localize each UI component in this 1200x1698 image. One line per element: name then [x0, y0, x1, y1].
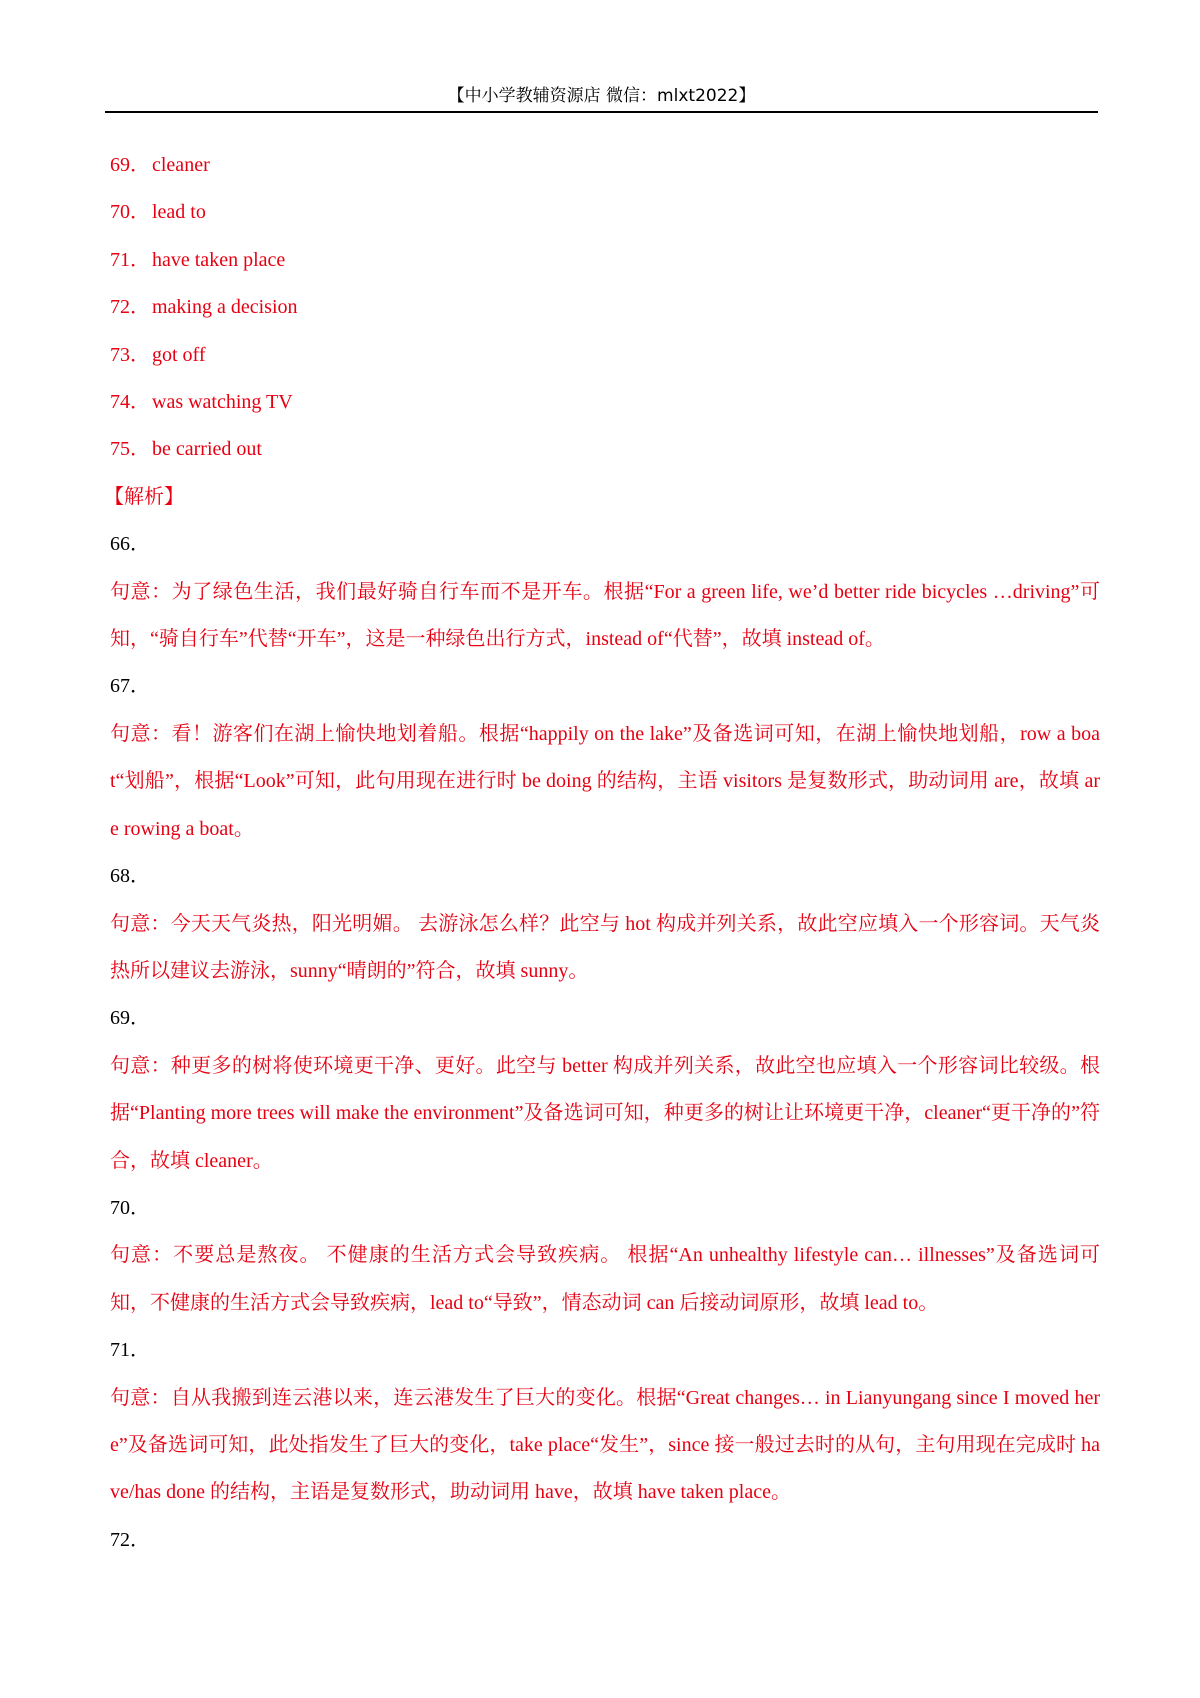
explanation-text-68: 句意：今天天气炎热，阳光明媚。 去游泳怎么样？此空与 hot 构成并列关系，故此空应填入一个形容词。天气炎热所以建议去游泳，sunny“晴朗的”符合，故填 sunny。 [110, 912, 1100, 982]
answer-item-70 [110, 189, 1100, 236]
answer-number: 69． [110, 154, 150, 176]
answer-item-73 [110, 332, 1100, 379]
answer-text: lead to [152, 201, 206, 224]
answer-item-75 [110, 426, 1100, 473]
answer-text: cleaner [152, 154, 210, 176]
answer-number: 74． [110, 391, 150, 414]
answer-list [110, 142, 1100, 474]
answer-number: 70． [110, 201, 150, 224]
explanation-number-71: 71． [110, 1339, 150, 1362]
answer-number: 75． [110, 438, 150, 461]
explanation-number-70: 70． [110, 1196, 150, 1219]
answer-number: 71． [110, 248, 150, 271]
explanation-text-67: 句意：看！游客们在湖上愉快地划着船。根据“happily on the lake”及备选词可知，在湖上愉快地划船，row a boat“划船”，根据“Look”可知，此句用现在进行时 be doing 的结构，主语 visitors 是复数形式，助动词用 are，故填 are rowing a boat。 [110, 722, 1100, 840]
page-header [105, 84, 1098, 108]
explanation-number-72: 72． [110, 1528, 150, 1551]
header-divider [105, 111, 1098, 113]
explanation-text-69: 句意：种更多的树将使环境更干净、更好。此空与 better 构成并列关系，故此空也应填入一个形容词比较级。根据“Planting more trees will make the environment”及备选词可知，种更多的树让让环境更干净，cleaner“更干净的”符合，故填 cleaner。 [110, 1054, 1100, 1172]
explanation-number-68: 68． [110, 865, 150, 888]
answer-item-72 [110, 284, 1100, 331]
answer-text: was watching TV [152, 391, 293, 414]
answer-item-74 [110, 379, 1100, 426]
answer-number: 73． [110, 343, 150, 366]
answer-text: be carried out [152, 438, 262, 461]
explanation-number-67: 67． [110, 675, 150, 698]
answer-text: making a decision [152, 296, 298, 319]
document-body [104, 142, 1100, 1564]
answer-text: got off [152, 343, 206, 366]
header-text: 【中小学教辅资源店 微信：mlxt2022】 [447, 86, 756, 106]
explanation-text-71: 句意：自从我搬到连云港以来，连云港发生了巨大的变化。根据“Great changes… in Lianyungang since I moved here”及备选词可知，此处指发生了巨大的变化，take place“发生”，since 接一般过去时的从句，主句用现在完成时 have/has done 的结构，主语是复数形式，助动词用 have，故填 have taken place。 [110, 1386, 1100, 1504]
answer-text: have taken place [152, 248, 286, 271]
answer-item-71 [110, 237, 1100, 284]
explanation-number-69: 69． [110, 1007, 150, 1030]
answer-item-69 [110, 142, 1100, 189]
analysis-heading: 【解析】 [104, 485, 184, 508]
explanation-number-66: 66． [110, 533, 150, 556]
explanation-text-66: 句意：为了绿色生活，我们最好骑自行车而不是开车。根据“For a green life, we’d better ride bicycles …driving”可知，“骑自行车”代替“开车”，这是一种绿色出行方式，instead of“代替”，故填 instead of。 [110, 580, 1100, 651]
explanation-list [110, 521, 1100, 1564]
answer-number: 72． [110, 296, 150, 319]
explanation-text-70: 句意：不要总是熬夜。 不健康的生活方式会导致疾病。 根据“An unhealthy lifestyle can… illnesses”及备选词可知，不健康的生活方式会导致疾病，lead to“导致”，情态动词 can 后接动词原形，故填 lead to。 [110, 1244, 1100, 1314]
